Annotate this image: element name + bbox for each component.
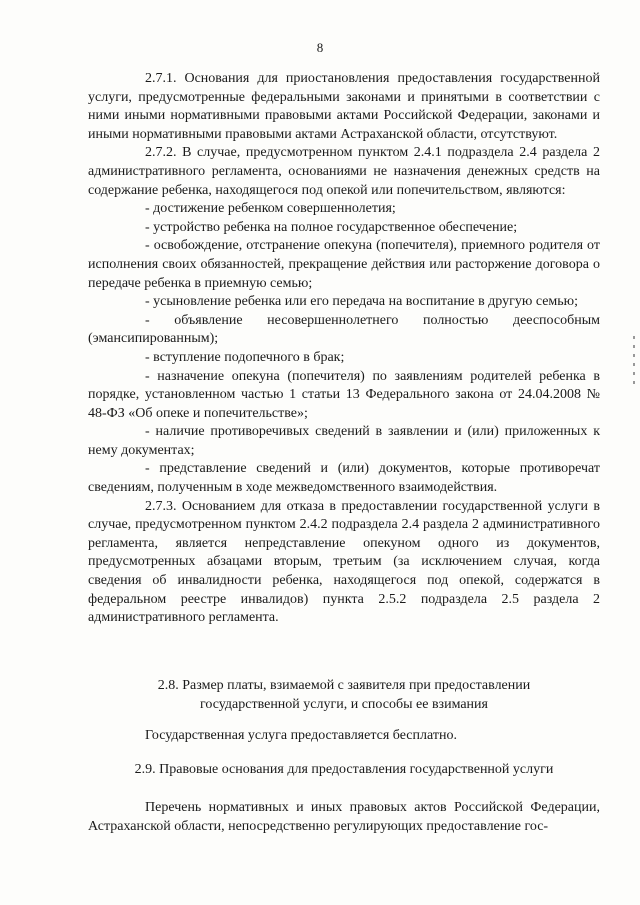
paragraph-2-7-2: 2.7.2. В случае, предусмотренном пунктом 2.4.1 подраздела 2.4 раздела 2 административного регламента, основаниями не назначения денежных средств на содержание ребенка, находящегося под опекой или попечительством, являются: xyxy=(88,145,600,198)
list-item: - достижение ребенком совершеннолетия; xyxy=(145,201,396,217)
list-item: - усыновление ребенка или его передача на воспитание в другую семью; xyxy=(145,294,579,310)
list-item: - представление сведений и (или) документов, которые противоречат сведениям, полученным в ходе межведомственного взаимодействия. xyxy=(88,461,600,496)
page-number: 8 xyxy=(316,40,324,55)
list-item: - устройство ребенка на полное государственное обеспечение; xyxy=(145,219,518,235)
scan-edge-marks xyxy=(630,330,638,430)
section-2-9-heading: 2.9. Правовые основания для предоставления государственной услуги xyxy=(134,762,554,777)
main-text-block xyxy=(88,70,600,628)
section-2-8-text: Государственная услуга предоставляется бесплатно. xyxy=(145,728,457,743)
list-item: - объявление несовершеннолетнего полностью дееспособным (эмансипированным); xyxy=(88,312,600,347)
paragraph-2-7-1: 2.7.1. Основания для приостановления предоставления государственной услуги, предусмотренные федеральными законами и принятыми в соответствии с ними иными нормативными правовыми актами Российской Федерации, законами и иными нормативными правовыми актами Астраханской области, отсутствуют. xyxy=(88,71,600,142)
list-item: - назначение опекуна (попечителя) по заявлениям родителей ребенка в порядке, установленном частью 1 статьи 13 Федерального закона от 24.04.2008 № 48-ФЗ «Об опеке и попечительстве»; xyxy=(88,368,600,421)
list-item: - освобождение, отстранение опекуна (попечителя), приемного родителя от исполнения своих обязанностей, прекращение действия или расторжение договора о передаче ребенка в приемную семью; xyxy=(88,238,600,291)
list-item: - вступление подопечного в брак; xyxy=(145,349,345,365)
section-2-9 xyxy=(88,761,600,780)
section-2-8 xyxy=(88,677,600,714)
paragraph-2-7-3: 2.7.3. Основанием для отказа в предоставлении государственной услуги в случае, предусмотренном пунктом 2.4.2 подраздела 2.4 раздела 2 административного регламента, является непредставление опекуном одного из документов, предусмотренных абзацами вторым, третьим (за исключением случая, когда сведения об инвалидности ребенка, находящегося под опекой, содержатся в федеральном реестре инвалидов) пункта 2.5.2 подраздела 2.5 раздела 2 административного регламента. xyxy=(88,498,600,626)
section-2-9-text: Перечень нормативных и иных правовых актов Российской Федерации, Астраханской области, непосредственно регулирующих предоставление гос- xyxy=(88,800,600,834)
section-2-8-body xyxy=(88,727,600,746)
list-item: - наличие противоречивых сведений в заявлении и (или) приложенных к нему документах; xyxy=(88,424,600,458)
section-2-8-heading: 2.8. Размер платы, взимаемой с заявителя при предоставлении государственной услуги, и способы ее взимания xyxy=(157,678,531,712)
section-2-9-body xyxy=(88,799,600,836)
